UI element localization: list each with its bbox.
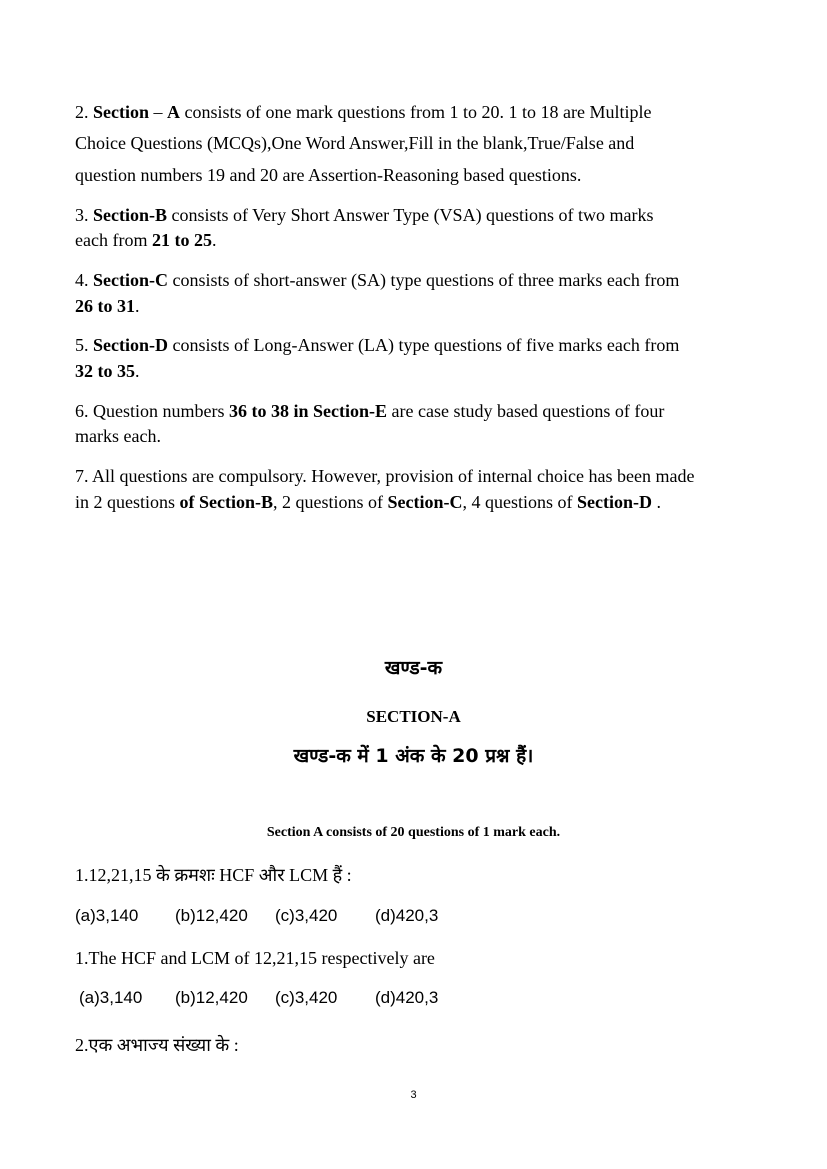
option-a: (a)3,140 bbox=[75, 906, 139, 925]
option-d: (d)420,3 bbox=[375, 988, 439, 1007]
section-hindi-subtitle: खण्ड-क में 1 अंक के 20 प्रश्न हैं। bbox=[293, 745, 534, 767]
instruction-4-line-1: 4. Section-C consists of short-answer (SA) type questions of three marks each from bbox=[75, 270, 680, 290]
option-c: (c)3,420 bbox=[275, 906, 338, 925]
page-number: 3 bbox=[410, 1089, 417, 1101]
instruction-2-line-1: 2. Section – A consists of one mark questions from 1 to 20. 1 to 18 are Multiple bbox=[75, 102, 652, 122]
instruction-3-line-2: each from 21 to 25. bbox=[75, 230, 217, 250]
question-2-hindi: 2.एक अभाज्य संख्या के : bbox=[75, 1035, 239, 1055]
instruction-5-line-1: 5. Section-D consists of Long-Answer (LA) type questions of five marks each from bbox=[75, 335, 680, 355]
section-subtitle: Section A consists of 20 questions of 1 mark each. bbox=[266, 825, 561, 840]
instruction-2-line-3: question numbers 19 and 20 are Assertion-Reasoning based questions. bbox=[75, 165, 582, 185]
option-b: (b)12,420 bbox=[175, 988, 248, 1007]
option-c: (c)3,420 bbox=[275, 988, 338, 1007]
instruction-7-line-1: 7. All questions are compulsory. However, provision of internal choice has been made bbox=[75, 466, 695, 486]
instruction-6-line-1: 6. Question numbers 36 to 38 in Section-E are case study based questions of four bbox=[75, 401, 665, 421]
instruction-7-line-2: in 2 questions of Section-B, 2 questions of Section-C, 4 questions of Section-D . bbox=[75, 492, 662, 512]
instruction-3-line-1: 3. Section-B consists of Very Short Answer Type (VSA) questions of two marks bbox=[75, 205, 654, 225]
instruction-2-line-2: Choice Questions (MCQs),One Word Answer,Fill in the blank,True/False and bbox=[75, 133, 635, 153]
option-d: (d)420,3 bbox=[375, 906, 439, 925]
section-hindi-title: खण्ड-क bbox=[384, 657, 443, 679]
instruction-4-line-2: 26 to 31. bbox=[75, 296, 140, 316]
instruction-6-line-2: marks each. bbox=[75, 426, 161, 446]
question-1-english: 1.The HCF and LCM of 12,21,15 respectively are bbox=[75, 948, 435, 968]
instruction-5-line-2: 32 to 35. bbox=[75, 361, 140, 381]
option-b: (b)12,420 bbox=[175, 906, 248, 925]
section-title: SECTION-A bbox=[366, 707, 461, 726]
question-1-hindi: 1.12,21,15 के क्रमशः HCF और LCM हैं : bbox=[75, 865, 352, 885]
option-a: (a)3,140 bbox=[79, 988, 143, 1007]
